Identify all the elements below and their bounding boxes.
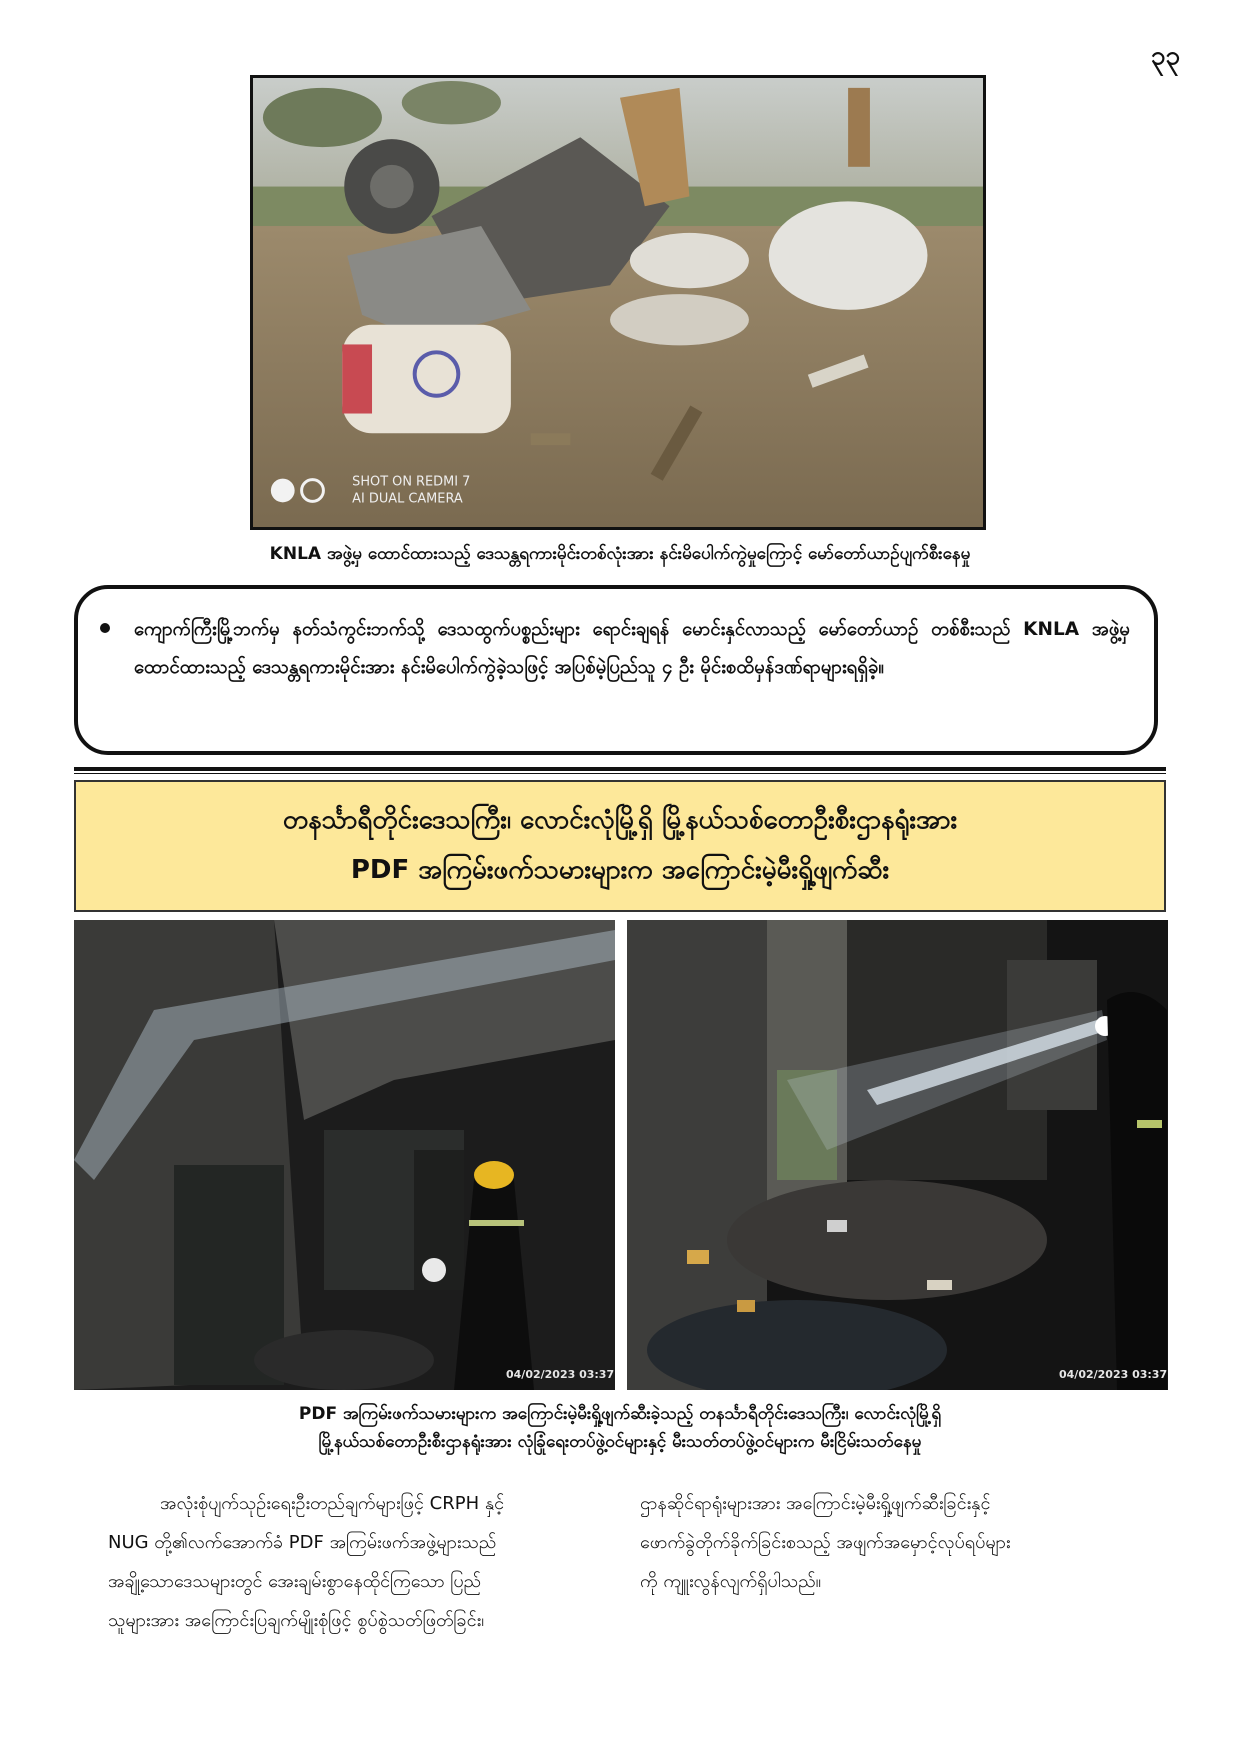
left-photo-timestamp: 04/02/2023 03:37 bbox=[506, 1368, 615, 1381]
right-photo-timestamp: 04/02/2023 03:37 bbox=[1059, 1368, 1168, 1381]
callout-text: ကျောက်ကြီးမြို့ဘက်မှ နတ်သံကွင်းဘက်သို့ ဒေသထွက်ပစ္စည်းများ ရောင်းချရန် မောင်းနှင်လာသည့် မော်တော်ယာဉ် တစ်စီးသည် KNLA အဖွဲ့မှ ထောင်ထားသည့် ဒေသန္တရကားမိုင်းအား နင်းမိပေါက်ကွဲခဲ့သဖြင့် အပြစ်မဲ့ပြည်သူ ၄ ဦး မိုင်းစထိမှန်ဒဏ်ရာများရရှိခဲ့။ bbox=[134, 619, 1130, 678]
body-left-line: သူများအား အကြောင်းပြချက်မျိုးစုံဖြင့် စွပ်စွဲသတ်ဖြတ်ခြင်း၊ bbox=[108, 1610, 485, 1631]
divider-thick bbox=[74, 767, 1166, 771]
page-number: ၃၃ bbox=[1150, 41, 1180, 71]
body-left-line: NUG တို့၏လက်အောက်ခံ PDF အကြမ်းဖက်အဖွဲ့များသည် bbox=[108, 1532, 497, 1553]
body-right-line: ကို ကျူးလွန်လျက်ရှိပါသည်။ bbox=[640, 1571, 822, 1592]
summary-callout bbox=[74, 585, 1158, 755]
body-left-line: အချို့သောဒေသများတွင် အေးချမ်းစွာနေထိုင်ကြသော ပြည် bbox=[108, 1571, 482, 1592]
headline-line2: PDF အကြမ်းဖက်သမားများက အကြောင်းမဲ့မီးရှို့ဖျက်ဆီး bbox=[350, 855, 890, 885]
body-right-column bbox=[640, 1484, 1166, 1601]
headline-line1: တနင်္သာရီတိုင်းဒေသကြီး၊ လောင်းလုံမြို့ရှိ မြို့နယ်သစ်တောဦးစီးဌာနရုံးအား bbox=[282, 805, 958, 835]
camera-watermark-line1: SHOT ON REDMI 7 bbox=[352, 474, 471, 490]
left-photo-burned-office bbox=[74, 920, 615, 1390]
fire-photos-caption-line1: PDF အကြမ်းဖက်သမားများက အကြောင်းမဲ့မီးရှို့ဖျက်ဆီးခဲ့သည့် တနင်္သာရီတိုင်းဒေသကြီး၊ လောင်းလုံမြို့ရှိ bbox=[298, 1404, 942, 1424]
body-right-line: ဖောက်ခွဲတိုက်ခိုက်ခြင်းစသည့် အဖျက်အမှောင့်လုပ်ရပ်များ bbox=[640, 1532, 1011, 1553]
top-photo-caption: KNLA အဖွဲ့မှ ထောင်ထားသည့် ဒေသန္တရကားမိုင်းတစ်လုံးအား နင်းမိပေါက်ကွဲမှုကြောင့် မော်တော်ယာဉ်ပျက်စီးနေမှု bbox=[269, 544, 971, 564]
article-headline bbox=[74, 780, 1166, 912]
right-photo-firefighting bbox=[627, 920, 1168, 1390]
top-photo-destroyed-vehicle bbox=[250, 75, 986, 530]
fire-photos-caption-line2: မြို့နယ်သစ်တောဦးစီးဌာနရုံးအား လုံခြုံရေးတပ်ဖွဲ့ဝင်များနှင့် မီးသတ်တပ်ဖွဲ့ဝင်များက မီးငြိမ်းသတ်နေမှု bbox=[318, 1432, 922, 1452]
divider-thin bbox=[74, 773, 1166, 774]
bullet-icon bbox=[100, 623, 110, 633]
body-left-line: အလုံးစုံပျက်သုဉ်းရေးဦးတည်ချက်များဖြင့် CRPH နှင့် bbox=[160, 1493, 505, 1514]
body-left-column bbox=[108, 1484, 623, 1640]
camera-watermark-line2: AI DUAL CAMERA bbox=[352, 491, 463, 507]
body-right-line: ဌာနဆိုင်ရာရုံးများအား အကြောင်းမဲ့မီးရှို့ဖျက်ဆီးခြင်းနှင့် bbox=[640, 1493, 991, 1514]
